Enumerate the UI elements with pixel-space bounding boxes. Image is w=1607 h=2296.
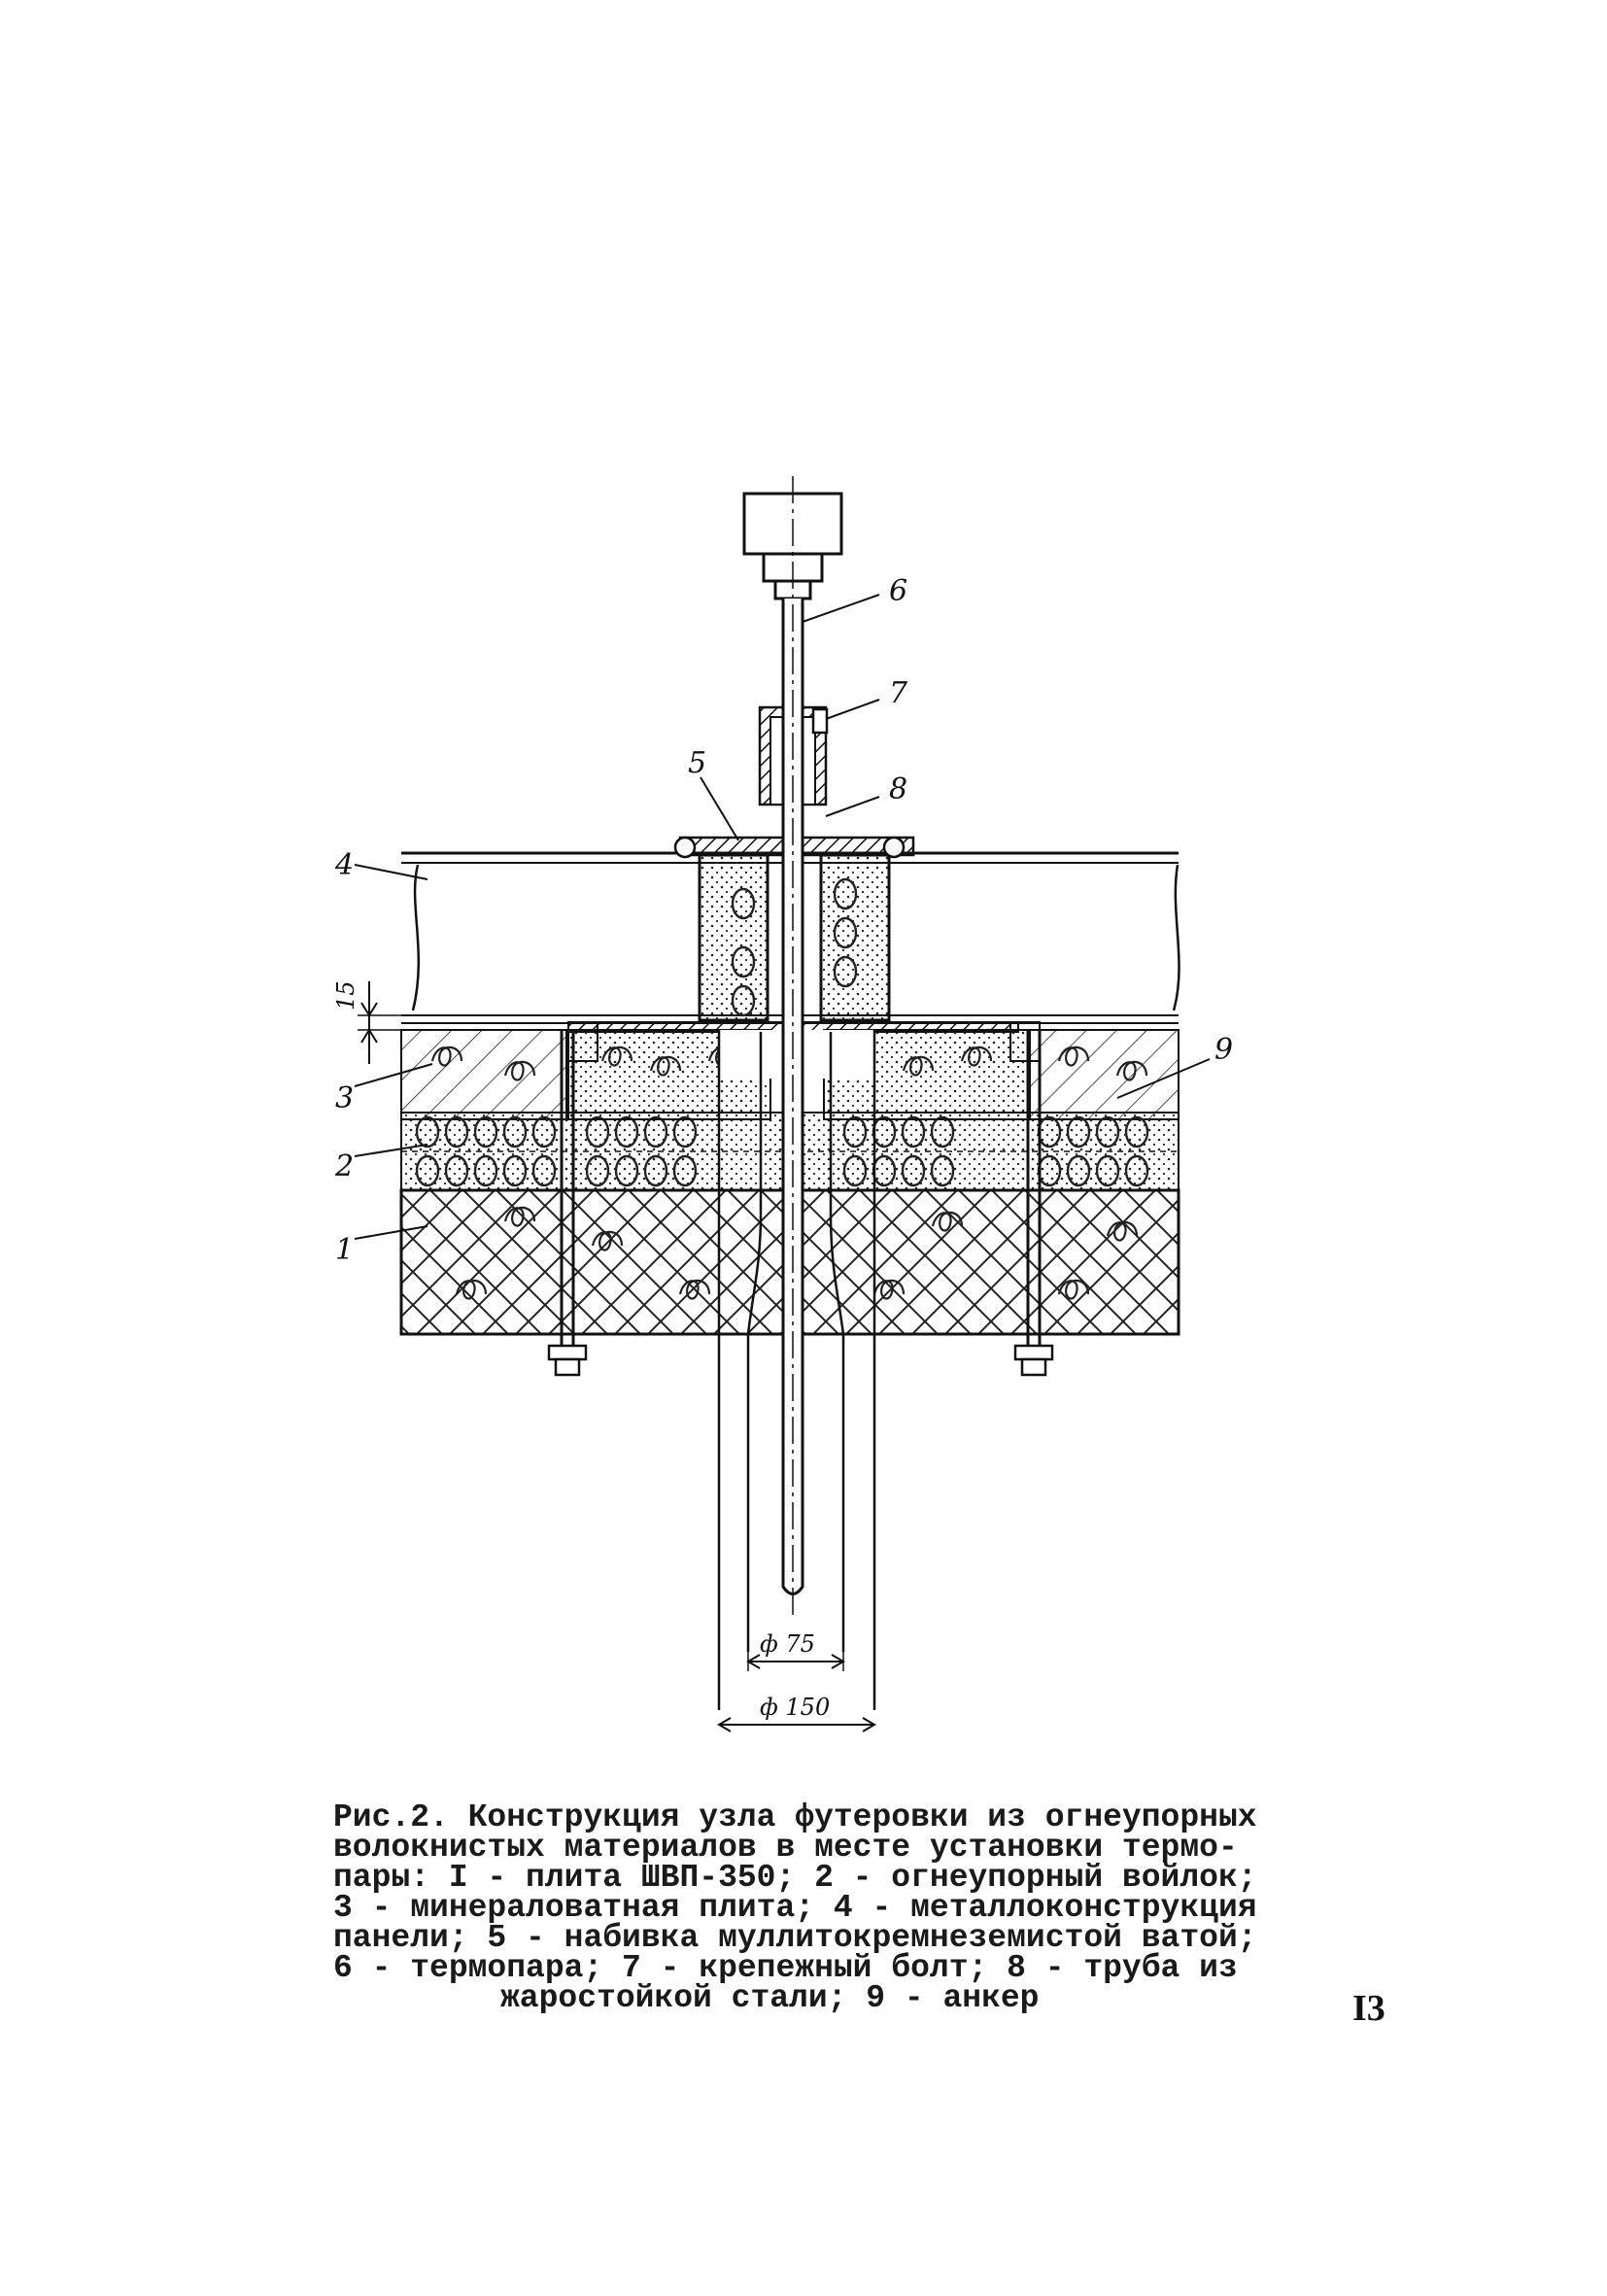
caption-line-7: жаростойкой стали; 9 - анкер <box>500 1980 1040 2016</box>
caption-line-6: 6 - термопара; 7 - крепежный болт; 8 - труба из <box>333 1950 1238 1986</box>
callout-3: 3 <box>335 1081 355 1115</box>
callout-7: 7 <box>889 676 908 710</box>
caption-line-2: волокнистых материалов в месте установки термо- <box>333 1830 1238 1866</box>
page-number: I3 <box>1352 1988 1385 2029</box>
dimension-outer-diameter-label: ф 150 <box>760 1694 831 1721</box>
callout-9: 9 <box>1214 1033 1234 1067</box>
caption-line-5: панели; 5 - набивка муллитокремнеземистой ватой; <box>333 1920 1257 1956</box>
caption-line-4: 3 - минераловатная плита; 4 - металлоконструкция <box>333 1890 1257 1926</box>
callout-8: 8 <box>889 772 908 806</box>
callout-1: 1 <box>335 1233 355 1267</box>
dimension-gap-label: 15 <box>332 980 359 1011</box>
callout-5: 5 <box>688 746 707 780</box>
callout-4: 4 <box>335 848 355 882</box>
dimension-inner-diameter-label: ф 75 <box>760 1630 815 1658</box>
caption-line-1: Рис.2. Конструкция узла футеровки из огнеупорных <box>333 1799 1257 1835</box>
callout-2: 2 <box>335 1149 355 1183</box>
callout-6: 6 <box>889 574 908 608</box>
caption-line-3: пары: I - плита ШВП-350; 2 - огнеупорный войлок; <box>333 1860 1257 1896</box>
